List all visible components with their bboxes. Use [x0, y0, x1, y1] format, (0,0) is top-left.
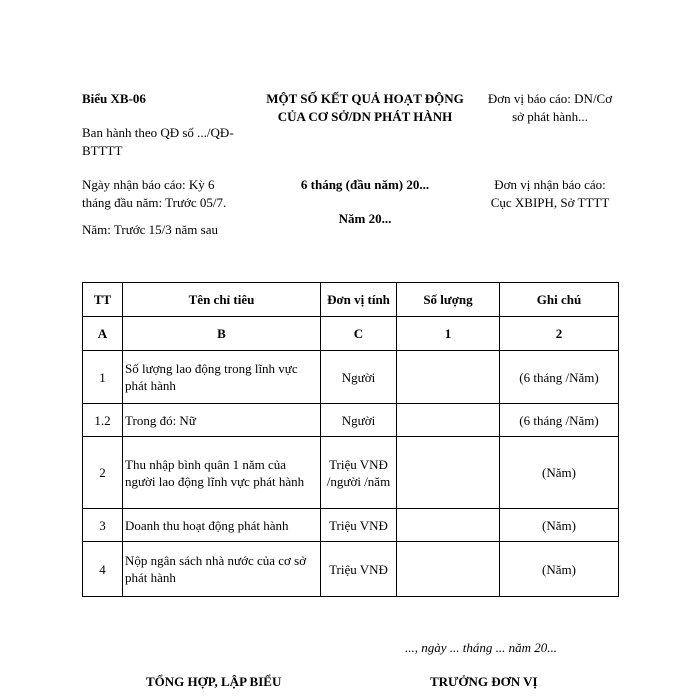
row-name: Số lượng lao động trong lĩnh vực phát hành: [123, 351, 321, 404]
row-qty[interactable]: [397, 509, 500, 542]
row-note: (Năm): [500, 509, 619, 542]
row-name: Nộp ngân sách nhà nước của cơ sở phát hành: [123, 542, 321, 597]
receiving-unit-line-1: Đơn vị nhận báo cáo:: [494, 177, 606, 192]
row-name: Doanh thu hoạt động phát hành: [123, 509, 321, 542]
receive-date: [82, 176, 262, 212]
row-qty[interactable]: [397, 437, 500, 509]
row-unit: Triệu VNĐ /người /năm: [321, 437, 397, 509]
row-name: Trong đó: Nữ: [123, 404, 321, 437]
table-row: [83, 404, 619, 437]
date-line: ..., ngày ... tháng ... năm 20...: [405, 640, 558, 655]
letter-b: B: [123, 317, 321, 351]
table-letter-row: [83, 317, 619, 351]
row-unit: Người: [321, 404, 397, 437]
row-note: (Năm): [500, 437, 619, 509]
row-unit: Người: [321, 351, 397, 404]
issued-by-line-2: BTTTT: [82, 143, 123, 158]
row-tt: 1.2: [83, 404, 123, 437]
letter-2: 2: [500, 317, 619, 351]
letter-1: 1: [397, 317, 500, 351]
row-qty[interactable]: [397, 542, 500, 597]
reporting-unit-line-1: Đơn vị báo cáo: DN/Cơ: [487, 91, 613, 106]
receive-date-line-1: Ngày nhận báo cáo: Kỳ 6: [82, 177, 215, 192]
issued-by: [82, 124, 252, 160]
letter-c: C: [321, 317, 397, 351]
row-tt: 1: [83, 351, 123, 404]
form-code: Biểu XB-06: [82, 91, 146, 106]
row-note: (6 tháng /Năm): [500, 351, 619, 404]
table-row: [83, 509, 619, 542]
table-row: [83, 437, 619, 509]
period-year: Năm 20...: [338, 211, 392, 226]
row-tt: 3: [83, 509, 123, 542]
year-deadline: Năm: Trước 15/3 năm sau: [82, 222, 218, 237]
header-tt: TT: [83, 283, 123, 317]
row-qty[interactable]: [397, 351, 500, 404]
header-name: Tên chỉ tiêu: [123, 283, 321, 317]
left-signature-title: TỔNG HỢP, LẬP BIỂU: [146, 674, 282, 689]
receiving-unit-line-2: Cục XBIPH, Sở TTTT: [490, 195, 610, 210]
period-half: 6 tháng (đầu năm) 20...: [300, 177, 430, 192]
title-line-1: MỘT SỐ KẾT QUẢ HOẠT ĐỘNG: [266, 91, 464, 106]
row-qty[interactable]: [397, 404, 500, 437]
row-tt: 2: [83, 437, 123, 509]
reporting-unit: [470, 90, 630, 126]
page-title: [250, 90, 480, 126]
title-line-2: CỦA CƠ SỞ/DN PHÁT HÀNH: [277, 109, 453, 124]
row-unit: Triệu VNĐ: [321, 542, 397, 597]
receive-date-line-2: tháng đầu năm: Trước 05/7.: [82, 195, 227, 210]
letter-a: A: [83, 317, 123, 351]
table-row: [83, 542, 619, 597]
row-name: Thu nhập bình quân 1 năm của người lao động lĩnh vực phát hành: [123, 437, 321, 509]
row-note: (Năm): [500, 542, 619, 597]
right-signature-title: TRƯỞNG ĐƠN VỊ: [430, 674, 538, 689]
row-note: (6 tháng /Năm): [500, 404, 619, 437]
issued-by-line-1: Ban hành theo QĐ số .../QĐ-: [82, 125, 234, 140]
reporting-unit-line-2: sở phát hành...: [512, 109, 588, 124]
report-table: [82, 282, 619, 597]
table-row: [83, 351, 619, 404]
receiving-unit: [470, 176, 630, 212]
table-header-row: [83, 283, 619, 317]
header-note: Ghi chú: [500, 283, 619, 317]
row-unit: Triệu VNĐ: [321, 509, 397, 542]
header-unit: Đơn vị tính: [321, 283, 397, 317]
row-tt: 4: [83, 542, 123, 597]
header-qty: Số lượng: [397, 283, 500, 317]
